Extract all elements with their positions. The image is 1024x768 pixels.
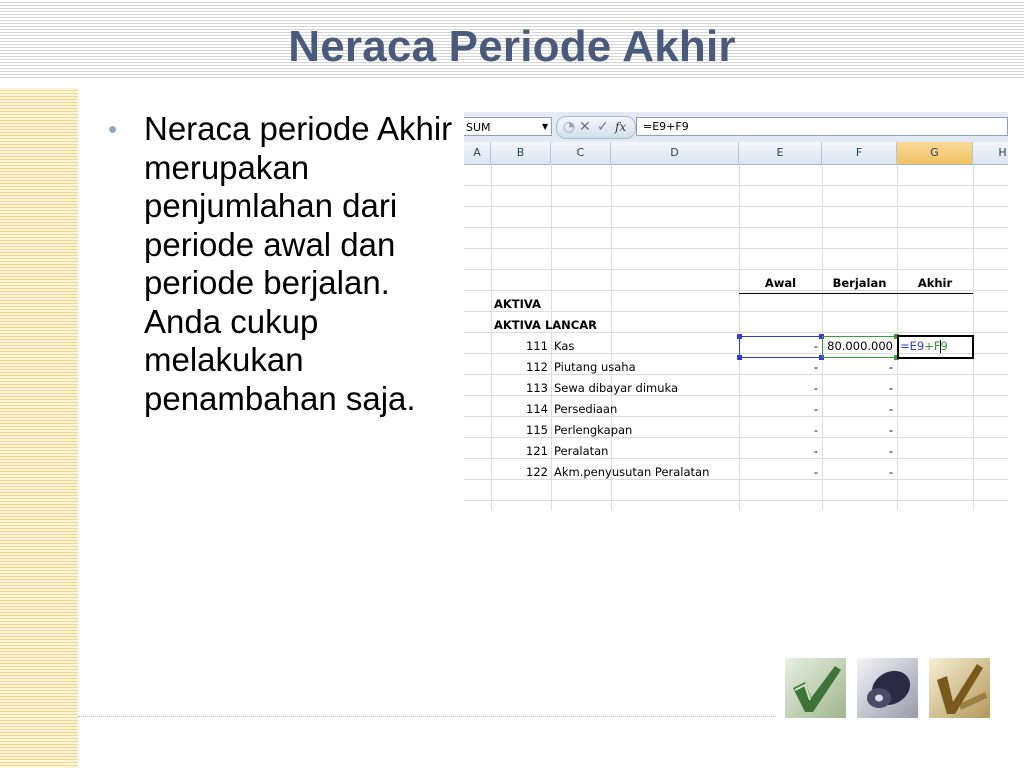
cell-grid[interactable] — [464, 164, 1008, 510]
section-aktiva[interactable]: AKTIVA — [494, 297, 541, 311]
bullet-text: Neraca periode Akhir merupakan penjumlahan dari periode awal dan periode berjalan. Anda cukup melakukan penambahan saja. — [144, 110, 453, 417]
column-header-e[interactable]: E — [739, 142, 822, 164]
green-checkmark-icon — [785, 658, 846, 718]
account-code[interactable]: 114 — [526, 402, 548, 416]
formula-ref-f9: +F9 — [924, 339, 948, 353]
berjalan-value[interactable]: - — [888, 381, 893, 395]
account-code[interactable]: 111 — [526, 339, 548, 353]
resize-handle[interactable] — [737, 334, 742, 339]
column-header-h[interactable]: H — [973, 142, 1008, 164]
formula-input[interactable]: =E9+F9 — [636, 117, 1008, 136]
awal-value[interactable]: - — [813, 423, 818, 437]
header-akhir[interactable]: Akhir — [917, 276, 953, 290]
gridline — [464, 269, 1008, 270]
gridline — [464, 227, 1008, 228]
column-header-row — [464, 142, 1008, 165]
gridline — [464, 248, 1008, 249]
account-name[interactable]: Peralatan — [554, 444, 609, 458]
awal-value[interactable]: - — [813, 465, 818, 479]
formula-ref-e9: =E9 — [900, 339, 925, 353]
column-header-a[interactable]: A — [464, 142, 491, 164]
name-box-dropdown-icon[interactable]: ▼ — [542, 122, 549, 131]
spreadsheet — [464, 112, 1008, 510]
awal-value[interactable]: - — [813, 444, 818, 458]
reference-highlight-f9 — [822, 336, 898, 358]
berjalan-value[interactable]: - — [888, 402, 893, 416]
formula-bar — [464, 112, 1008, 143]
column-header-d[interactable]: D — [611, 142, 739, 164]
bullet-dot: • — [108, 114, 118, 144]
awal-value[interactable]: - — [813, 381, 818, 395]
column-header-b[interactable]: B — [491, 142, 551, 164]
awal-value[interactable]: - — [813, 402, 818, 416]
gridline — [464, 311, 1008, 312]
account-code[interactable]: 122 — [526, 465, 548, 479]
enter-icon[interactable]: ✓ — [597, 119, 609, 135]
active-cell-g9[interactable] — [897, 335, 974, 359]
section-aktiva-lancar[interactable]: AKTIVA LANCAR — [494, 318, 598, 332]
gridline — [464, 206, 1008, 207]
account-code[interactable]: 121 — [526, 444, 548, 458]
account-name[interactable]: Piutang usaha — [554, 360, 636, 374]
account-name[interactable]: Kas — [554, 339, 575, 353]
awal-value[interactable]: - — [813, 360, 818, 374]
fx-icon[interactable]: fx — [615, 120, 627, 134]
text-cursor — [940, 340, 941, 353]
left-stripe-band — [0, 88, 78, 768]
berjalan-value[interactable]: - — [888, 423, 893, 437]
account-name[interactable]: Perlengkapan — [554, 423, 633, 437]
formula-buttons — [556, 116, 636, 139]
account-name[interactable]: Akm.penyusutan Peralatan — [554, 465, 710, 479]
circle-icon: ◔ — [563, 119, 576, 135]
cancel-icon[interactable]: ✕ — [579, 119, 591, 135]
reference-highlight-e9 — [739, 336, 823, 358]
resize-handle[interactable] — [737, 355, 742, 360]
berjalan-value[interactable]: - — [888, 444, 893, 458]
berjalan-value[interactable]: 80.000.000 — [827, 339, 893, 353]
account-name[interactable]: Persediaan — [554, 402, 618, 416]
account-code[interactable]: 115 — [526, 423, 548, 437]
column-header-f[interactable]: F — [822, 142, 897, 164]
awal-value[interactable]: - — [813, 339, 818, 353]
header-underline — [739, 293, 973, 294]
column-header-g[interactable]: G — [897, 142, 973, 164]
account-name[interactable]: Sewa dibayar dimuka — [554, 381, 679, 395]
slide-title: Neraca Periode Akhir — [288, 22, 736, 71]
berjalan-value[interactable]: - — [888, 360, 893, 374]
cd-disc-icon — [857, 658, 918, 718]
account-code[interactable]: 112 — [526, 360, 548, 374]
column-header-c[interactable]: C — [551, 142, 611, 164]
footer-divider — [78, 716, 776, 717]
gridline — [464, 185, 1008, 186]
berjalan-value[interactable]: - — [888, 465, 893, 479]
account-code[interactable]: 113 — [526, 381, 548, 395]
name-box[interactable]: SUM — [464, 117, 552, 136]
header-awal[interactable]: Awal — [764, 276, 797, 290]
gridline — [464, 500, 1008, 501]
gold-checkmark-icon — [929, 658, 990, 718]
header-berjalan[interactable]: Berjalan — [832, 276, 887, 290]
